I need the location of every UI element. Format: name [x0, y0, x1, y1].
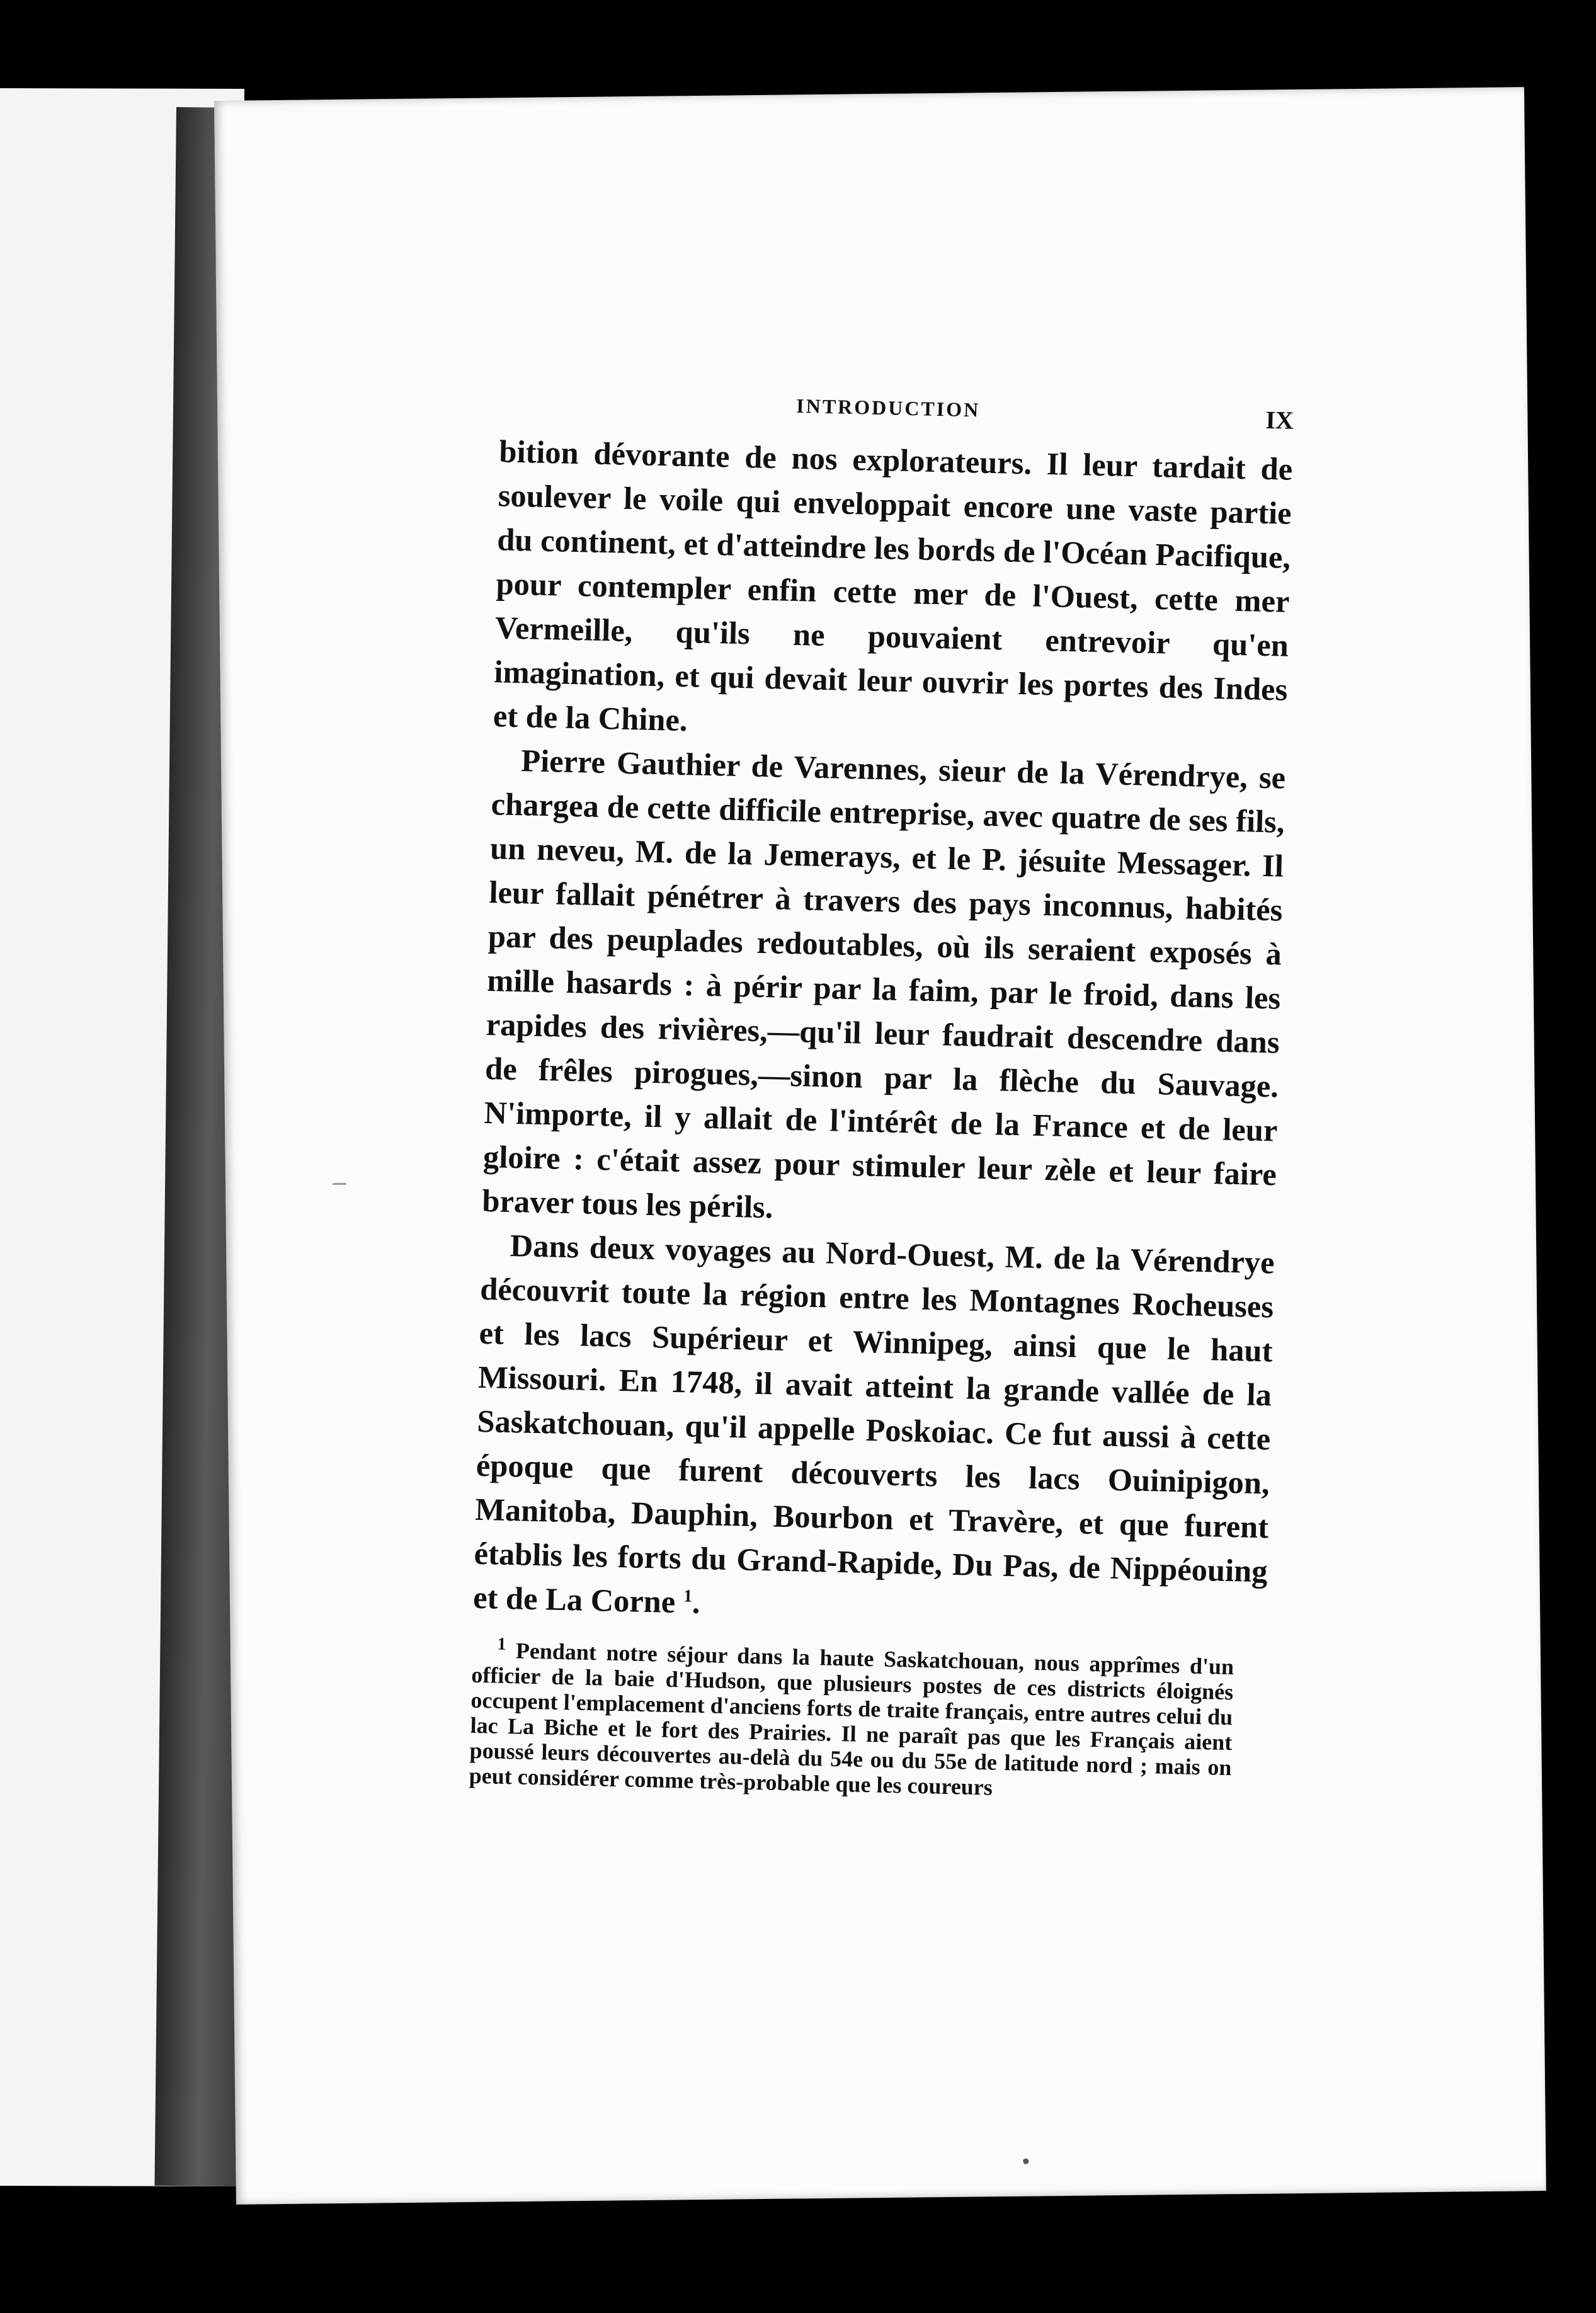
facing-page-edge — [0, 466, 18, 970]
paragraph — [472, 1223, 1275, 1637]
text-block — [469, 387, 1294, 1806]
footnote — [469, 1634, 1265, 1807]
footnote-text: Pendant notre séjour dans la haute Saskatchouan, nous apprîmes d'un officier de la baie d'Hudson, que plusieurs postes de ces districts éloignés occupent l'emplacement d'anciens forts de traite français, entre autres celui du lac La Biche et le fort des Prairies. Il ne paraît pas que les Français aient poussé leurs découvertes au-delà du 54e ou du 55e de latitude nord ; mais on peut considérer comme très-probable que les coureurs — [469, 1638, 1234, 1800]
footnote-marker: 1 — [497, 1634, 506, 1654]
page-number: IX — [1265, 405, 1294, 435]
paragraph-end-punctuation: . — [692, 1584, 701, 1620]
paragraph-text: Dans deux voyages au Nord-Ouest, M. de la Vérendrye découvrit toute la région entre les Montagnes Rocheuses et les lacs Supérieur et Winnipeg, ainsi que le haut Missouri. En 1748, il avait atteint la grande vallée de la Saskatchouan, qu'il appelle Poskoiac. Ce fut aussi à cette époque que furent découverts les lacs Ouinipigon, Manitoba, Dauphin, Bourbon et Travère, et que furent établis les forts du Grand-Rapide, Du Pas, de Nippéouing et de La Corne — [472, 1227, 1275, 1620]
paragraph: bition dévorante de nos explorateurs. Il leur tardait de soulever le voile qui enveloppait encore une vaste partie du continent, et d'atteindre les bords de l'Océan Pacifique, pour contempler enfin cette mer de l'Ouest, cette mer Vermeille, qu'ils ne pouvaient entrevoir qu'en imagination, et qui devait leur ouvrir les portes des Indes et de la Chine. — [493, 433, 1293, 738]
page-speck — [1023, 2159, 1029, 2164]
page — [214, 87, 1546, 2205]
footnote-reference: 1 — [683, 1586, 693, 1606]
running-title: INTRODUCTION — [795, 394, 981, 421]
paragraph: Pierre Gauthier de Varennes, sieur de la Vérendrye, se chargea de cette difficile entreprise, avec quatre de ses fils, un neveu, M. de la Jemerays, et le P. jésuite Messager. Il leur fallait pénétrer à travers des pays inconnus, habités par des peuplades redoutables, où ils seraient exposés à mille hasards : à périr par la faim, par le froid, dans les rapides des rivières,—qu'il leur faudrait descendre dans de frêles pirogues,—sinon par la flèche du Sauvage. N'importe, il y allait de l'intérêt de la France et de leur gloire : c'était assez pour stimuler leur zèle et leur faire braver tous les périls. — [481, 743, 1286, 1225]
page-speck — [333, 1183, 346, 1185]
